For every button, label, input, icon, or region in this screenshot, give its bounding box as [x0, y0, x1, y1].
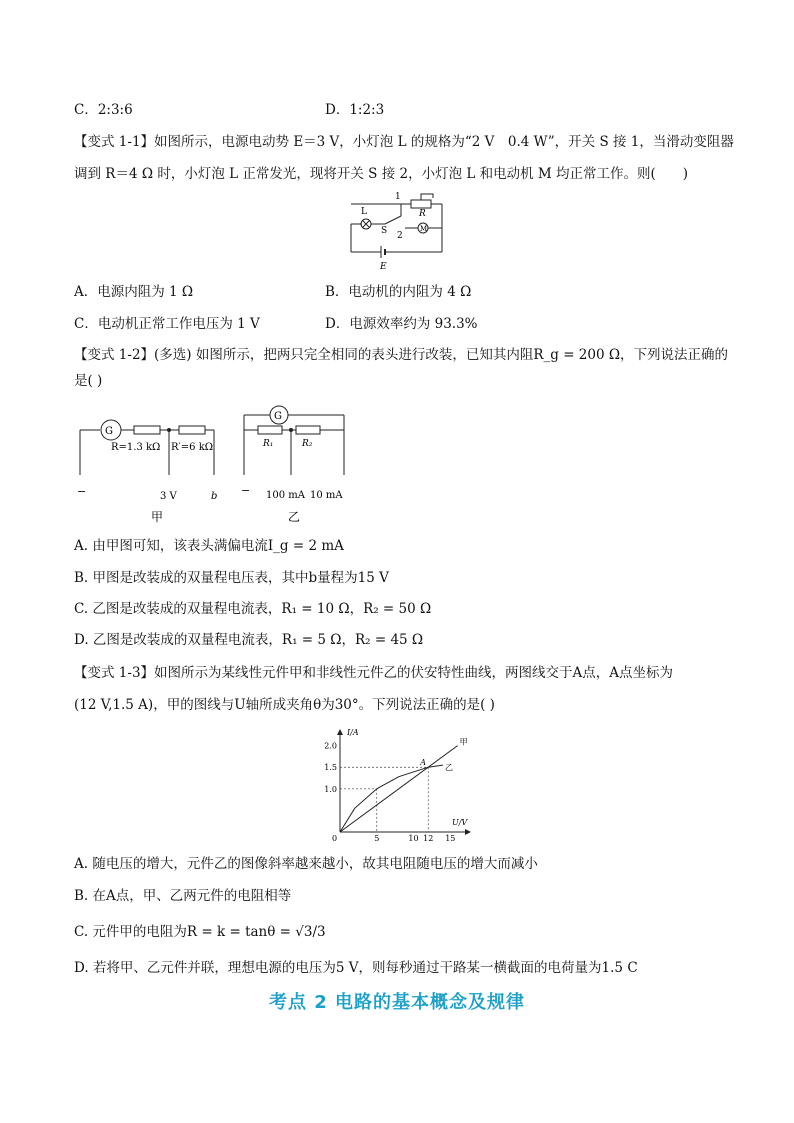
q11-option-b: B．电动机的内阻为 4 Ω — [325, 284, 472, 300]
q13-line2: (12 V,1.5 A)，甲的图线与U轴所成夹角θ为30°。下列说法正确的是( ) — [74, 697, 495, 713]
q11-label-r: R — [419, 209, 426, 219]
jia-b-label: b — [211, 491, 218, 502]
q13-line1: 【变式 1-3】如图所示为某线性元件甲和非线性元件乙的伏安特性曲线，两图线交于A点，A点坐标为 — [74, 665, 674, 681]
q13-option-c: C. 元件甲的电阻为R = k = tanθ = √3/3 — [74, 924, 326, 940]
q11-line2: 调到 R＝4 Ω 时，小灯泡 L 正常发光，现将开关 S 接 2，小灯泡 L 和电动机 M 均正常工作。则( ) — [74, 166, 689, 182]
jia-rp-label: R′=6 kΩ — [171, 442, 214, 453]
origin-label: 0 — [332, 834, 338, 843]
jia-3v-label: 3 V — [160, 491, 177, 502]
x-tick-label-0: 5 — [374, 834, 380, 843]
yi-100ma-label: 100 mA — [266, 490, 305, 501]
q12-line2: 是( ) — [74, 373, 103, 389]
q13-option-a: A. 随电压的增大，元件乙的图像斜率越来越小，故其电阻随电压的增大而减小 — [74, 856, 538, 872]
q12-option-b: B. 甲图是改装成的双量程电压表，其中b量程为15 V — [74, 570, 389, 586]
q13-option-d: D. 若将甲、乙元件并联，理想电源的电压为5 V，则每秒通过干路某一横截面的电荷量为1.5 C — [74, 960, 638, 976]
yi-r1-label: R₁ — [263, 439, 274, 449]
y-tick-label-2: 2.0 — [324, 741, 337, 751]
jia-minus-label: − — [77, 485, 87, 498]
i-axis-label: I/A — [347, 728, 359, 737]
jia-r-label: R=1.3 kΩ — [111, 442, 161, 453]
q11-label-m: M — [420, 225, 428, 233]
iu-graph — [320, 725, 480, 845]
prev-option-c: C．2:3:6 — [74, 102, 133, 118]
series-label-1: 乙 — [444, 763, 453, 773]
section-heading: 考点 2 电路的基本概念及规律 — [268, 992, 526, 1013]
q12-option-d: D. 乙图是改装成的双量程电流表，R₁ = 5 Ω，R₂ = 45 Ω — [74, 632, 424, 648]
q11-option-a: A．电源内阻为 1 Ω — [74, 284, 194, 300]
yi-caption: 乙 — [288, 510, 301, 524]
q12-line1: 【变式 1-2】(多选) 如图所示，把两只完全相同的表头进行改装，已知其内阻R_g = 200 Ω，下列说法正确的 — [74, 347, 729, 363]
series-label-0: 甲 — [459, 737, 468, 747]
series-line-1 — [340, 765, 443, 832]
y-tick-label-1: 1.5 — [324, 763, 337, 773]
yi-minus-label: − — [241, 484, 251, 497]
q12-figure-yi — [238, 405, 358, 525]
jia-caption: 甲 — [151, 510, 164, 524]
q13-option-b: B. 在A点，甲、乙两元件的电阻相等 — [74, 888, 292, 904]
x-tick-label-3: 15 — [445, 834, 456, 843]
q11-option-d: D．电源效率约为 93.3% — [325, 316, 478, 332]
point-a-label: A — [420, 758, 427, 768]
q11-label-2: 2 — [397, 231, 403, 241]
yi-10ma-label: 10 mA — [310, 490, 343, 501]
prev-option-d: D．1:2:3 — [325, 102, 385, 118]
x-tick-label-2: 12 — [423, 834, 434, 843]
q11-label-e: E — [380, 262, 387, 272]
q12-option-c: C. 乙图是改装成的双量程电流表，R₁ = 10 Ω，R₂ = 50 Ω — [74, 601, 432, 617]
yi-g-label: G — [274, 411, 282, 422]
yi-r2-label: R₂ — [302, 439, 313, 449]
jia-g-label: G — [105, 426, 113, 437]
q11-circuit-figure — [345, 190, 455, 272]
x-tick-label-1: 10 — [408, 834, 419, 843]
q11-line1: 【变式 1-1】如图所示，电源电动势 E＝3 V，小灯泡 L 的规格为“2 V 0.4 W”，开关 S 接 1，当滑动变阻器 — [74, 134, 734, 150]
q11-option-c: C．电动机正常工作电压为 1 V — [74, 316, 260, 332]
q11-label-s: S — [381, 226, 388, 236]
q11-label-l: L — [361, 207, 367, 217]
u-axis-label: U/V — [452, 818, 468, 827]
y-tick-label-0: 1.0 — [324, 784, 337, 794]
q12-option-a: A. 由甲图可知，该表头满偏电流I_g = 2 mA — [74, 538, 344, 554]
q12-figure-jia — [74, 415, 234, 525]
q11-label-1: 1 — [395, 192, 401, 202]
